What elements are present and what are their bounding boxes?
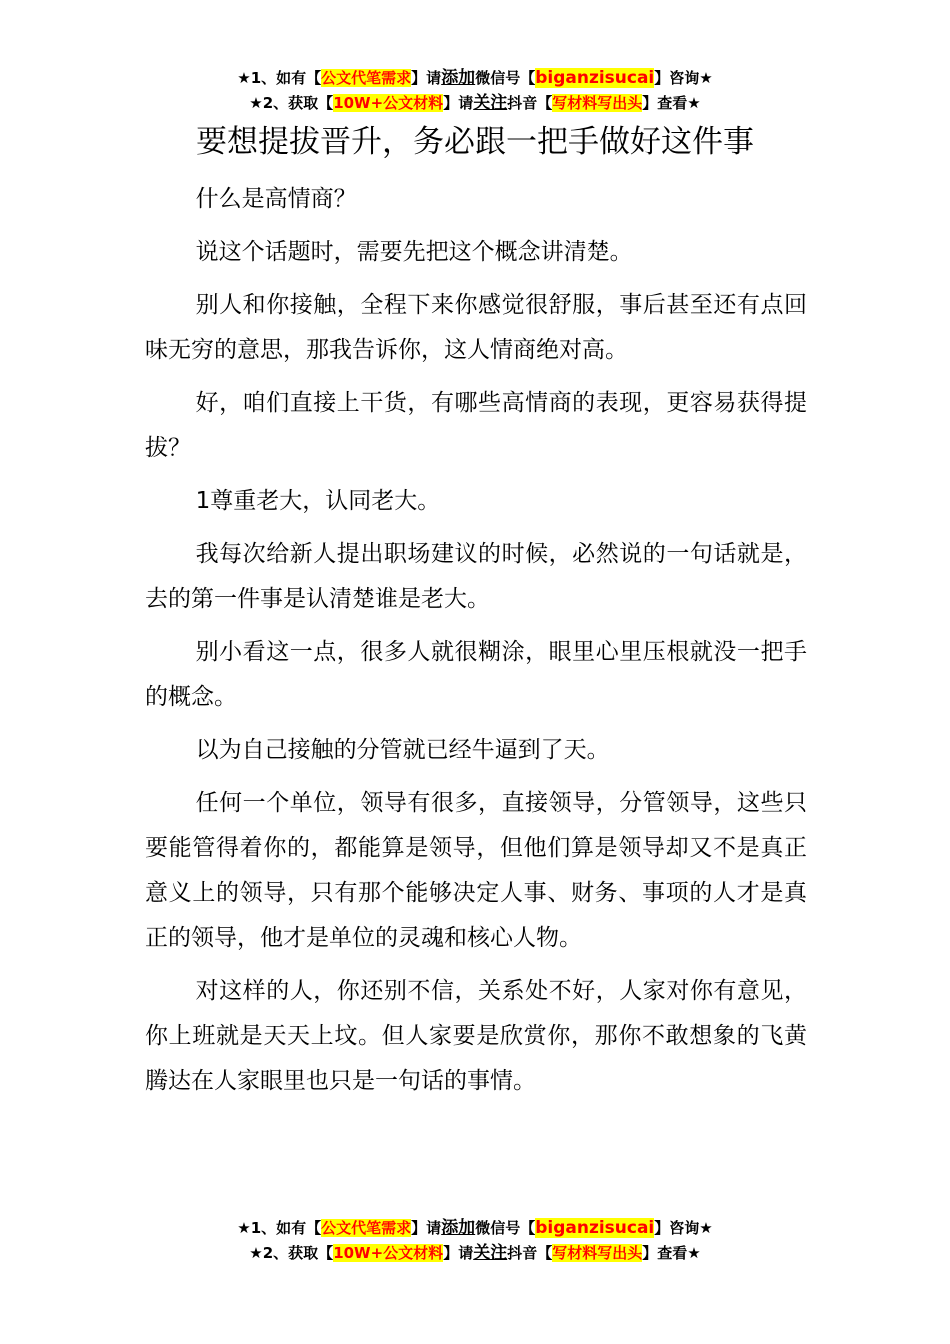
banner-text: 抖音【 bbox=[507, 94, 553, 112]
document-body bbox=[145, 177, 807, 1112]
paragraph: 别小看这一点，很多人就很糊涂，眼里心里压根就没一把手的概念。 bbox=[145, 639, 807, 710]
banner-text: 】查看★ bbox=[642, 1244, 701, 1262]
banner-text: 】请 bbox=[411, 1219, 442, 1237]
banner-line-2 bbox=[0, 91, 950, 116]
banner-highlight: 公文代笔需求 bbox=[321, 69, 412, 87]
banner-underlined: 关注 bbox=[473, 1243, 508, 1263]
banner-text: 抖音【 bbox=[507, 1244, 553, 1262]
banner-underlined: 添加 bbox=[441, 1218, 476, 1238]
banner-line-1 bbox=[0, 66, 950, 91]
banner-text: 微信号【 bbox=[475, 1219, 536, 1237]
banner-text: 】请 bbox=[411, 69, 442, 87]
paragraph: 1尊重老大，认同老大。 bbox=[195, 488, 441, 514]
banner-text: 】咨询★ bbox=[654, 69, 713, 87]
banner-highlight: 10W+公文材料 bbox=[333, 94, 444, 112]
paragraph: 说这个话题时，需要先把这个概念讲清楚。 bbox=[195, 239, 633, 265]
banner-wechat-id: biganzisucai bbox=[535, 1218, 655, 1238]
banner-highlight: 公文代笔需求 bbox=[321, 1219, 412, 1237]
document-title: 要想提拔晋升，务必跟一把手做好这件事 bbox=[196, 124, 754, 160]
paragraph: 好，咱们直接上干货，有哪些高情商的表现，更容易获得提拔？ bbox=[145, 390, 807, 461]
header-banner bbox=[0, 66, 950, 116]
banner-text: 】咨询★ bbox=[654, 1219, 713, 1237]
banner-line-1 bbox=[0, 1216, 950, 1241]
banner-text: 】请 bbox=[443, 94, 474, 112]
paragraph: 什么是高情商？ bbox=[195, 186, 357, 212]
footer-banner bbox=[0, 1216, 950, 1266]
banner-wechat-id: biganzisucai bbox=[535, 68, 655, 88]
banner-text: ★2、获取【 bbox=[249, 94, 334, 112]
banner-text: ★1、如有【 bbox=[237, 69, 322, 87]
banner-douyin-id: 写材料写出头 bbox=[552, 94, 643, 112]
paragraph: 别人和你接触，全程下来你感觉很舒服，事后甚至还有点回味无穷的意思，那我告诉你，这人情商绝对高。 bbox=[145, 292, 807, 363]
banner-text: ★1、如有【 bbox=[237, 1219, 322, 1237]
paragraph: 对这样的人，你还别不信，关系处不好，人家对你有意见，你上班就是天天上坟。但人家要是欣赏你，那你不敢想象的飞黄腾达在人家眼里也只是一句话的事情。 bbox=[145, 978, 807, 1094]
banner-highlight: 10W+公文材料 bbox=[333, 1244, 444, 1262]
banner-underlined: 关注 bbox=[473, 93, 508, 113]
banner-douyin-id: 写材料写出头 bbox=[552, 1244, 643, 1262]
banner-text: 】查看★ bbox=[642, 94, 701, 112]
banner-line-2 bbox=[0, 1241, 950, 1266]
banner-underlined: 添加 bbox=[441, 68, 476, 88]
paragraph: 以为自己接触的分管就已经牛逼到了天。 bbox=[195, 737, 610, 763]
paragraph: 我每次给新人提出职场建议的时候，必然说的一句话就是，去的第一件事是认清楚谁是老大。 bbox=[145, 541, 807, 612]
banner-text: 】请 bbox=[443, 1244, 474, 1262]
banner-text: 微信号【 bbox=[475, 69, 536, 87]
banner-text: ★2、获取【 bbox=[249, 1244, 334, 1262]
paragraph: 任何一个单位，领导有很多，直接领导，分管领导，这些只要能管得着你的，都能算是领导，但他们算是领导却又不是真正意义上的领导，只有那个能够决定人事、财务、事项的人才是真正的领导，他才是单位的灵魂和核心人物。 bbox=[145, 790, 807, 951]
